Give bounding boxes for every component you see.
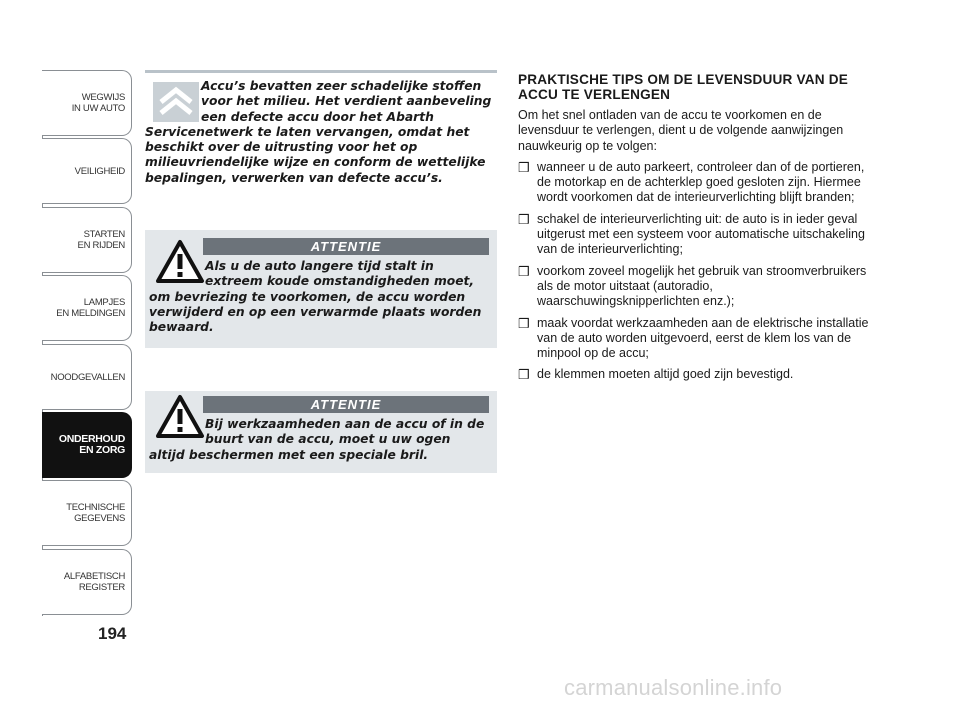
warning-text [149, 417, 493, 463]
tab-label: ONDERHOUD EN ZORG [58, 433, 125, 456]
checkbox-bullet-icon: ❒ [518, 263, 530, 279]
warning-box-storage [145, 230, 497, 348]
tab-veiligheid[interactable] [42, 138, 132, 204]
tab-label: VEILIGHEID [74, 165, 125, 177]
tab-wegwijs[interactable] [42, 70, 132, 136]
list-item-text: maak voordat werkzaamheden aan de elektrische installatie van de auto worden uitgevoerd, eerst de klem los van de minpool op de accu; [537, 315, 869, 361]
tips-list [518, 160, 878, 383]
tab-noodgevallen[interactable] [42, 344, 132, 410]
list-item [518, 212, 878, 258]
watermark: carmanualsonline.info [564, 675, 783, 700]
tab-label: STARTEN EN RIJDEN [77, 229, 125, 251]
note-text-indented: Accu’s bevatten zeer schadelijke stoffen voor het milieu. Het verdient aanbeveling een defecte accu door het Abarth [201, 79, 492, 124]
tab-alfabetisch-register[interactable] [42, 549, 132, 615]
warning-banner: ATTENTIE [203, 238, 489, 255]
tips-intro: Om het snel ontladen van de accu te voorkomen en de levensduur te verlengen, dient u de volgende aanwijzingen nauwkeurig op te volgen: [518, 108, 844, 153]
tab-lampjes[interactable] [42, 275, 132, 341]
checkbox-bullet-icon: ❒ [518, 211, 530, 227]
checkbox-bullet-icon: ❒ [518, 315, 530, 331]
list-item [518, 264, 878, 310]
list-item-text: schakel de interieurverlichting uit: de auto is in ieder geval uitgerust met een systeem voor automatische uitschakeling van de interieurverlichting; [537, 211, 865, 257]
warning-box-eyes [145, 391, 497, 473]
tips-section [518, 72, 878, 389]
checkbox-bullet-icon: ❒ [518, 159, 530, 175]
warning-text-indented: Bij werkzaamheden aan de accu of in de buurt van de accu, moet u uw ogen [205, 417, 485, 447]
tab-starten[interactable] [42, 207, 132, 273]
note-top-rule [145, 70, 497, 73]
list-item-text: wanneer u de auto parkeert, controleer dan of de portieren, de motorkap en de achterklep goed gesloten zijn. Hiermee wordt voorkomen dat de interieurverlichting blijft branden; [537, 159, 865, 205]
note-text-full: Servicenetwerk te laten vervangen, omdat het beschikt over de uitrusting voor het op milieuvriendelijke wijze en conform de wettelijke bepalingen, verwerken van defecte accu’s. [145, 124, 486, 185]
warning-banner: ATTENTIE [203, 396, 489, 413]
environment-note-text [145, 79, 495, 186]
tab-label: LAMPJES EN MELDINGEN [56, 297, 125, 319]
list-item [518, 316, 878, 362]
tab-technische-gegevens[interactable] [42, 480, 132, 546]
tab-label: WEGWIJS IN UW AUTO [71, 92, 125, 114]
warning-text-indented: Als u de auto langere tijd stalt in extreem koude omstandigheden moet, [205, 259, 475, 289]
list-item-text: de klemmen moeten altijd goed zijn bevestigd. [537, 367, 794, 382]
tips-heading: PRAKTISCHE TIPS OM DE LEVENSDUUR VAN DE ACCU TE VERLENGEN [518, 72, 849, 102]
list-item [518, 367, 878, 382]
tab-label: TECHNISCHE GEGEVENS [66, 502, 125, 524]
list-item [518, 160, 878, 206]
tab-label: ALFABETISCH REGISTER [63, 571, 125, 593]
list-item-text: voorkom zoveel mogelijk het gebruik van stroomverbruikers als de motor uitstaat (autoradio, waarschuwingsknipperlichten enz.); [537, 263, 867, 309]
warning-text-full: altijd beschermen met een speciale bril. [149, 447, 429, 462]
tab-onderhoud[interactable] [42, 412, 132, 478]
warning-text [149, 259, 493, 335]
page-number: 194 [98, 624, 127, 643]
checkbox-bullet-icon: ❒ [518, 367, 530, 383]
warning-text-full: om bevriezing te voorkomen, de accu worden verwijderd en op een verwarmde plaats worden bewaard. [149, 289, 482, 335]
tab-label: NOODGEVALLEN [50, 371, 125, 383]
